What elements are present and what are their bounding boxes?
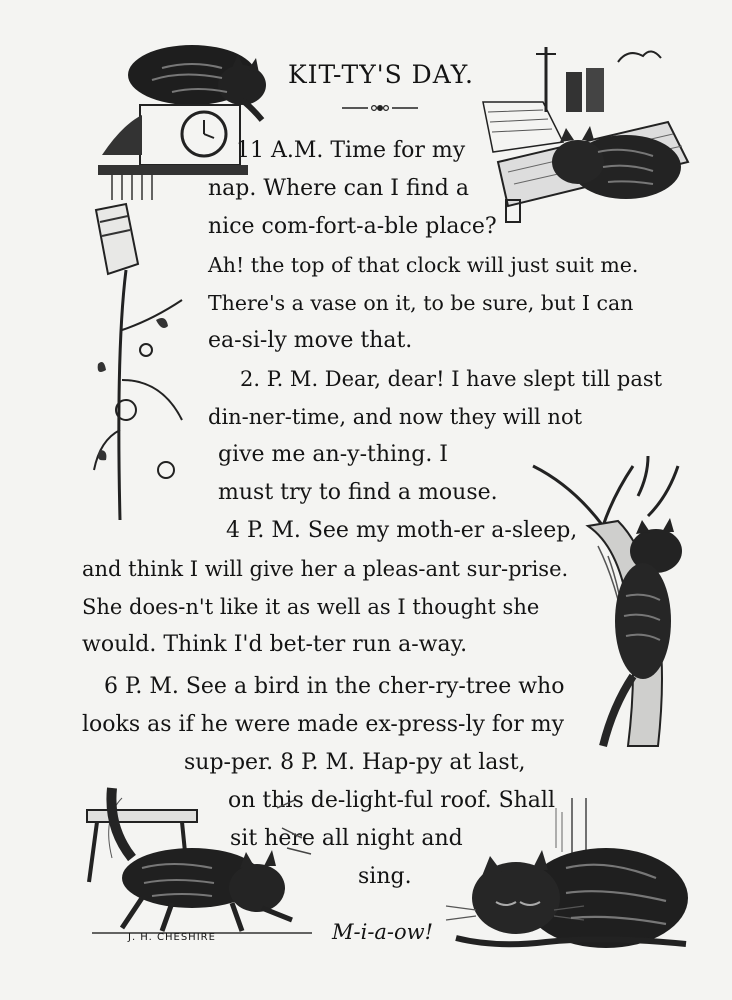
text-line: sing.	[358, 864, 412, 889]
cat-on-roof-illustration	[478, 42, 700, 232]
text-line: must try to find a mouse.	[218, 480, 498, 505]
text-line: would. Think I'd bet-ter run a-way.	[82, 632, 468, 657]
signoff-miaow: M-i-a-ow!	[332, 920, 434, 944]
flowering-vine-illustration	[86, 200, 196, 530]
cat-on-clock-illustration	[92, 30, 272, 200]
text-line: nice com-fort-a-ble place?	[208, 214, 497, 239]
text-line: 2. P. M. Dear, dear! I have slept till past	[240, 367, 663, 391]
cat-climbing-tree-illustration	[528, 446, 698, 786]
title-ornament-divider	[340, 100, 420, 119]
page-title: KIT-TY'S DAY.	[288, 60, 474, 89]
text-line: ea-si-ly move that.	[208, 328, 413, 353]
text-line: There's a vase on it, to be sure, but I can	[208, 291, 634, 315]
text-line: nap. Where can I find a	[208, 176, 470, 201]
text-line: and think I will give her a pleas-ant sur-prise.	[82, 557, 569, 581]
text-line: She does-n't like it as well as I thought she	[82, 595, 540, 619]
text-line: looks as if he were made ex-press-ly for my	[82, 712, 565, 737]
text-line: 11 A.M. Time for my	[236, 138, 466, 163]
text-line: on this de-light-ful roof. Shall	[228, 788, 555, 813]
text-line: 4 P. M. See my moth-er a-sleep,	[226, 518, 578, 543]
text-line: sup-per. 8 P. M. Hap-py at last,	[184, 750, 526, 775]
text-line: 6 P. M. See a bird in the cher-ry-tree who	[104, 674, 565, 699]
text-line: din-ner-time, and now they will not	[208, 405, 583, 429]
text-line: give me an-y-thing. I	[218, 442, 448, 467]
text-line: sit here all night and	[230, 826, 463, 851]
cat-stalking-illustration	[82, 768, 322, 938]
text-line: Ah! the top of that clock will just suit me.	[208, 253, 639, 277]
engraver-signature: J. H. CHESHIRE	[128, 932, 216, 943]
mother-cat-sleeping-illustration	[436, 798, 696, 958]
